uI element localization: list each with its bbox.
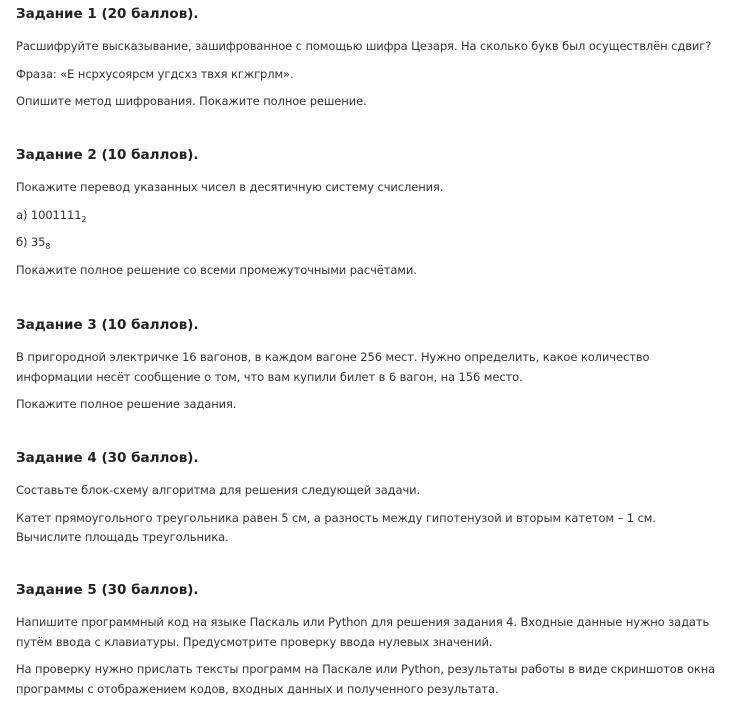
- number-prefix: б): [16, 235, 31, 249]
- task-5-paragraph: На проверку нужно прислать тексты программ на Паскале или Python, результаты работы в виде скриншотов окна программы с отображением кодов, входных данных и полученного результата.: [16, 662, 716, 696]
- number-value: 1001111: [30, 207, 82, 222]
- task-2-footer: Покажите полное решение со всеми промежуточными расчётами.: [16, 262, 417, 277]
- task-4-title: Задание 4 (30 баллов).: [16, 450, 199, 466]
- task-4-paragraph: Катет прямоугольного треугольника равен 5 см, а разность между гипотенузой и вторым катетом – 1 см. Вычислите площадь треугольника.: [16, 510, 656, 544]
- task-2-title: Задание 2 (10 баллов).: [16, 147, 199, 163]
- number-prefix: а): [16, 207, 31, 222]
- task-2-paragraph: Покажите перевод указанных чисел в десятичную систему счисления.: [16, 180, 444, 194]
- task-5-paragraph: Напишите программный код на языке Паскаль или Python для решения задания 4. Входные данные нужно задать путём ввода с клавиатуры. Предусмотрите проверку ввода нулевых значений.: [16, 615, 710, 649]
- task-1-paragraph: Фраза: «Е нсрхусоярсм угдсхз твхя кгжгрлм».: [16, 66, 294, 81]
- number-base: 2: [81, 214, 87, 224]
- task-3: [16, 316, 720, 423]
- task-1-title: Задание 1 (20 баллов).: [16, 6, 199, 22]
- task-5: [16, 581, 720, 707]
- task-4: [16, 449, 720, 556]
- number-value: 35: [30, 235, 46, 249]
- task-2-number-b: [16, 233, 720, 253]
- task-3-paragraph: Покажите полное решение задания.: [16, 397, 237, 411]
- task-4-paragraph: Составьте блок-схему алгоритма для решения следующей задачи.: [16, 483, 421, 497]
- task-1: [16, 5, 720, 120]
- task-3-title: Задание 3 (10 баллов).: [16, 317, 199, 333]
- task-2-number-a: [16, 206, 720, 226]
- task-5-title: Задание 5 (30 баллов).: [16, 582, 199, 598]
- number-base: 8: [45, 242, 51, 251]
- task-2: [16, 146, 720, 288]
- task-1-paragraph: Опишите метод шифрования. Покажите полное решение.: [16, 94, 367, 108]
- task-3-paragraph: В пригородной электричке 16 вагонов, в каждом вагоне 256 мест. Нужно определить, какое количество информации несёт сообщение о том, что вам купили билет в 6 вагон, на 156 место.: [16, 350, 650, 384]
- task-1-paragraph: Расшифруйте высказывание, зашифрованное с помощью шифра Цезаря. На сколько букв был осуществлён сдвиг?: [16, 39, 712, 53]
